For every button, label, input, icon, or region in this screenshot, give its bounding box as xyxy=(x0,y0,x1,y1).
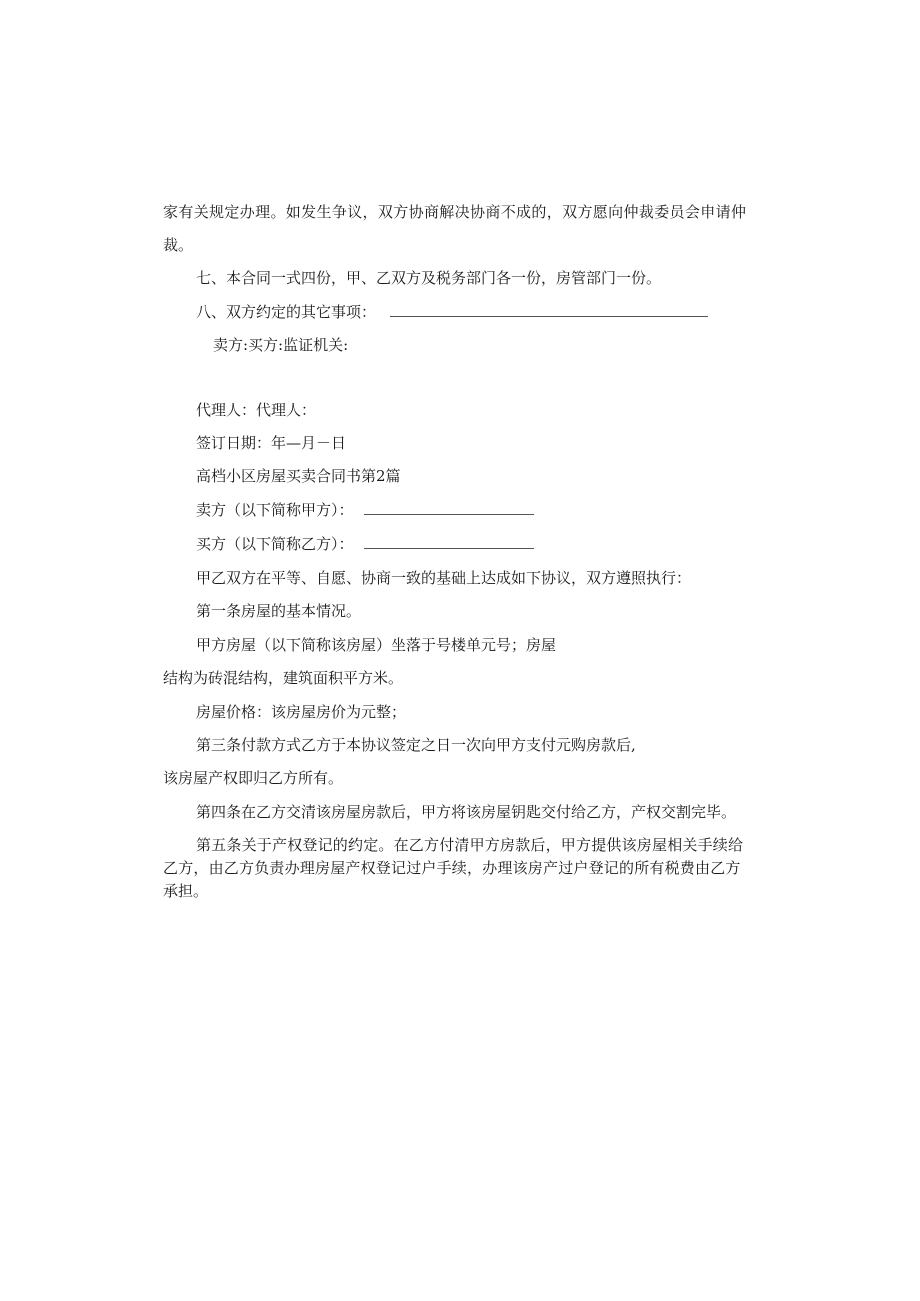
house-location: 甲方房屋（以下简称该房屋）坐落于号楼单元号；房屋 xyxy=(196,636,557,654)
seller-label: 卖方（以下简称甲方）： xyxy=(196,501,354,519)
article-five-line1: 第五条关于产权登记的约定。在乙方付清甲方房款后，甲方提供该房屋相关手续给 xyxy=(196,836,744,854)
signature-parties: 卖方:买方:监证机关: xyxy=(213,336,349,354)
seller-blank xyxy=(364,502,534,515)
agent-line: 代理人：代理人： xyxy=(196,401,317,419)
house-price: 房屋价格：该房屋房价为元整； xyxy=(196,703,407,721)
section-title: 高档小区房屋买卖合同书第2篇 xyxy=(196,467,401,485)
article-one-title: 第一条房屋的基本情况。 xyxy=(196,602,362,620)
text-line: 家有关规定办理。如发生争议，双方协商解决协商不成的，双方愿向仲裁委员会申请仲 xyxy=(163,203,747,221)
other-matters-blank xyxy=(390,304,708,317)
article-five-line2: 乙方，由乙方负责办理房屋产权登记过户手续，办理该房产过户登记的所有税费由乙方 xyxy=(163,859,741,877)
article-five-line3: 承担。 xyxy=(163,882,209,900)
buyer-label: 买方（以下简称乙方）： xyxy=(196,535,354,553)
text-line: 裁。 xyxy=(163,236,194,254)
article-four: 第四条在乙方交清该房屋房款后，甲方将该房屋钥匙交付给乙方，产权交割完毕。 xyxy=(196,803,737,821)
buyer-blank xyxy=(364,536,534,549)
agreement-intro: 甲乙双方在平等、自愿、协商一致的基础上达成如下协议，双方遵照执行： xyxy=(196,569,692,587)
buyer-line xyxy=(196,534,534,554)
signing-date: 签订日期：年—月－日 xyxy=(196,434,347,452)
seller-line xyxy=(196,500,534,520)
clause-eight-label: 八、双方约定的其它事项： xyxy=(196,303,377,321)
article-three: 第三条付款方式乙方于本协议签定之日一次向甲方支付元购房款后, xyxy=(196,736,636,754)
clause-eight xyxy=(196,302,708,322)
article-three-cont: 该房屋产权即归乙方所有。 xyxy=(163,769,344,787)
clause-seven: 七、本合同一式四份，甲、乙双方及税务部门各一份，房管部门一份。 xyxy=(196,269,662,287)
house-structure: 结构为砖混结构，建筑面积平方米。 xyxy=(163,669,404,687)
